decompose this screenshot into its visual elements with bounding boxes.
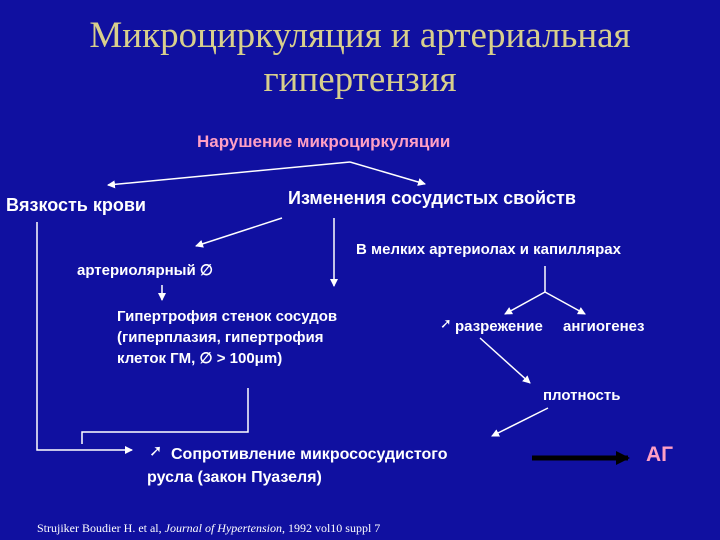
node-viscosity: Вязкость крови [6,195,147,215]
node-density: плотность [543,387,621,404]
arrow-to-angiogenesis [545,292,585,314]
arrow-density-to-resistance [492,408,548,436]
arrow-heading-to-vessel-changes [350,162,425,184]
reference-journal: Journal of Hypertension [164,521,282,535]
arrow-to-rarefaction [505,292,545,314]
hypertrophy-line-2: (гиперплазия, гипертрофия [117,329,324,346]
increase-arrow-icon: ➚ [440,316,452,332]
arrow-hypertrophy-to-resistance [82,388,248,444]
node-arteriolar: артериолярный ∅ [77,262,213,279]
node-rarefaction: разрежение [455,318,543,335]
arrow-heading-to-viscosity [108,162,350,185]
arrow-to-arteriolar [196,218,282,246]
title-line-1: Микроциркуляция и артериальная [89,15,631,56]
node-vessel-changes: Изменения сосудистых свойств [288,188,576,208]
heading: Нарушение микроциркуляции [197,132,451,151]
reference [37,521,380,536]
reference-rest: , 1992 vol10 suppl 7 [281,521,381,535]
hypertrophy-line-3: клеток ГМ, ∅ > 100μm) [117,350,283,367]
resistance-line-2: русла (закон Пуазеля) [147,469,322,486]
node-hypertrophy [117,306,337,369]
resistance-line-1: Сопротивление микрососудистого [171,446,448,463]
hypertrophy-line-1: Гипертрофия стенок сосудов [117,308,338,325]
node-small-vessels: В мелких артериолах и капиллярах [356,241,621,258]
title-line-2: гипертензия [263,59,457,100]
node-resistance [147,443,448,489]
reference-authors: Strujiker Boudier H. et al, [37,521,165,535]
node-ag: АГ [646,443,674,466]
arrow-to-density [480,338,530,383]
increase-arrow-icon: ➚ [149,441,163,460]
node-angiogenesis: ангиогенез [563,318,645,335]
